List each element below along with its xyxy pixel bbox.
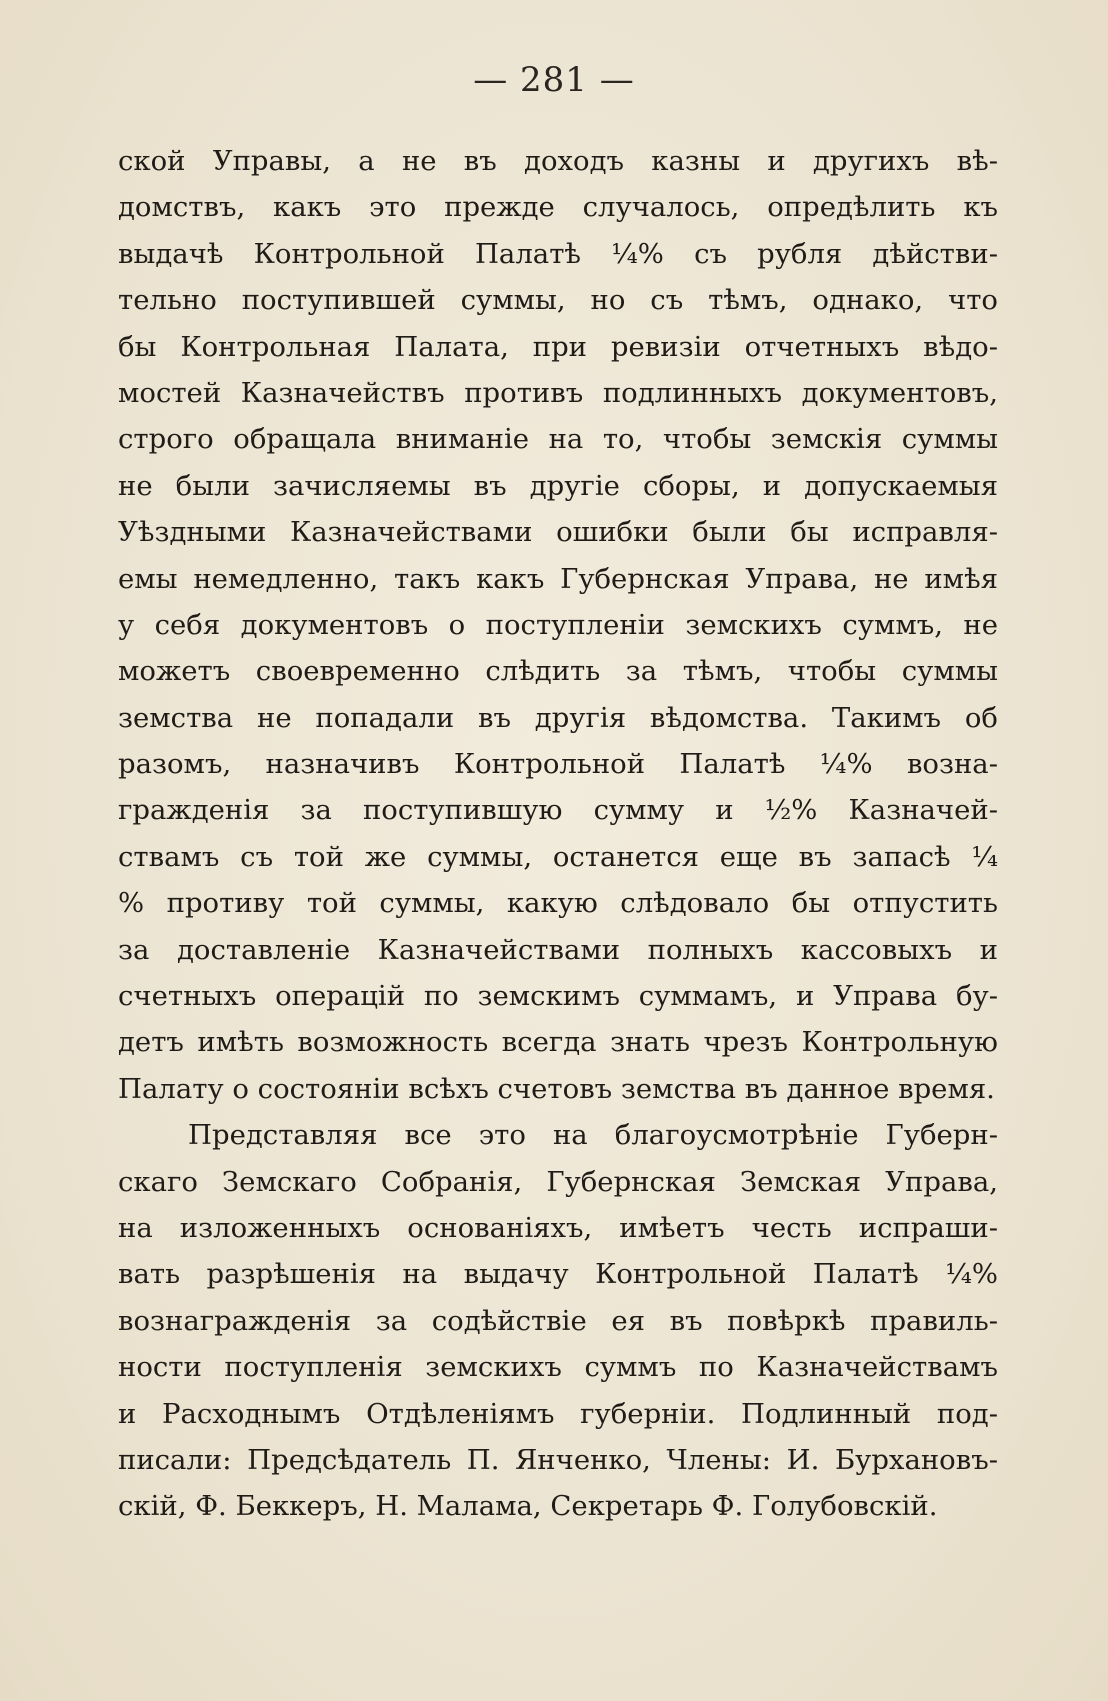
text-line: Палату о состояніи всѣхъ счетовъ земства въ данное время. xyxy=(118,1072,995,1105)
text-line: домствъ, какъ это прежде случалось, опредѣлить къ xyxy=(118,191,998,224)
text-line: скаго Земскаго Собранія, Губернская Земская Управа, xyxy=(118,1165,998,1198)
text-line: Представляя все это на благоусмотрѣніе Губерн- xyxy=(188,1119,998,1152)
text-line: вать разрѣшенія на выдачу Контрольной Палатѣ ¼% xyxy=(118,1258,998,1291)
text-line: писали: Предсѣдатель П. Янченко, Члены: И. Бурхановъ- xyxy=(118,1443,998,1476)
text-line: % противу той суммы, какую слѣдовало бы отпустить xyxy=(118,887,998,920)
text-line: у себя документовъ о поступленіи земскихъ суммъ, не xyxy=(118,608,998,641)
text-line: земства не попадали въ другія вѣдомства. Такимъ об xyxy=(118,701,998,734)
text-line: емы немедленно, такъ какъ Губернская Управа, не имѣя xyxy=(118,562,998,595)
text-line: ности поступленія земскихъ суммъ по Казначействамъ xyxy=(118,1351,998,1384)
text-line: тельно поступившей суммы, но съ тѣмъ, однако, что xyxy=(118,284,998,317)
text-line: не были зачисляемы въ другіе сборы, и допускаемыя xyxy=(118,469,998,502)
paragraph-1 xyxy=(118,138,998,1112)
text-line: ской Управы, а не въ доходъ казны и другихъ вѣ- xyxy=(118,145,998,177)
text-line: за доставленіе Казначействами полныхъ кассовыхъ и xyxy=(118,933,998,966)
text-line: выдачѣ Контрольной Палатѣ ¼% съ рубля дѣйстви- xyxy=(118,237,998,270)
text-line: скій, Ф. Беккеръ, Н. Малама, Секретарь Ф. Голубовскій. xyxy=(118,1490,938,1523)
text-line: вознагражденія за содѣйствіе ея въ повѣркѣ правиль- xyxy=(118,1304,998,1337)
body-text xyxy=(118,138,998,1530)
text-line: ствамъ съ той же суммы, останется еще въ запасѣ ¼ xyxy=(118,840,998,873)
text-line: бы Контрольная Палата, при ревизіи отчетныхъ вѣдо- xyxy=(118,330,998,363)
text-line: на изложенныхъ основаніяхъ, имѣетъ честь испраши- xyxy=(118,1211,998,1244)
text-line: гражденія за поступившую сумму и ½% Казначей- xyxy=(118,794,998,827)
text-line: разомъ, назначивъ Контрольной Палатѣ ¼% возна- xyxy=(118,748,998,781)
paragraph-2 xyxy=(118,1112,998,1530)
text-line: Уѣздными Казначействами ошибки были бы исправля- xyxy=(118,516,998,549)
text-line: и Расходнымъ Отдѣленіямъ губерніи. Подлинный под- xyxy=(118,1397,998,1430)
text-line: детъ имѣть возможность всегда знать чрезъ Контрольную xyxy=(118,1026,998,1059)
text-line: можетъ своевременно слѣдить за тѣмъ, чтобы суммы xyxy=(118,655,998,688)
text-line: счетныхъ операцій по земскимъ суммамъ, и Управа бу- xyxy=(118,980,998,1013)
text-line: мостей Казначействъ противъ подлинныхъ документовъ, xyxy=(118,376,998,409)
page-number: — 281 — xyxy=(473,60,635,100)
text-line: строго обращала вниманіе на то, чтобы земскія суммы xyxy=(118,423,998,456)
